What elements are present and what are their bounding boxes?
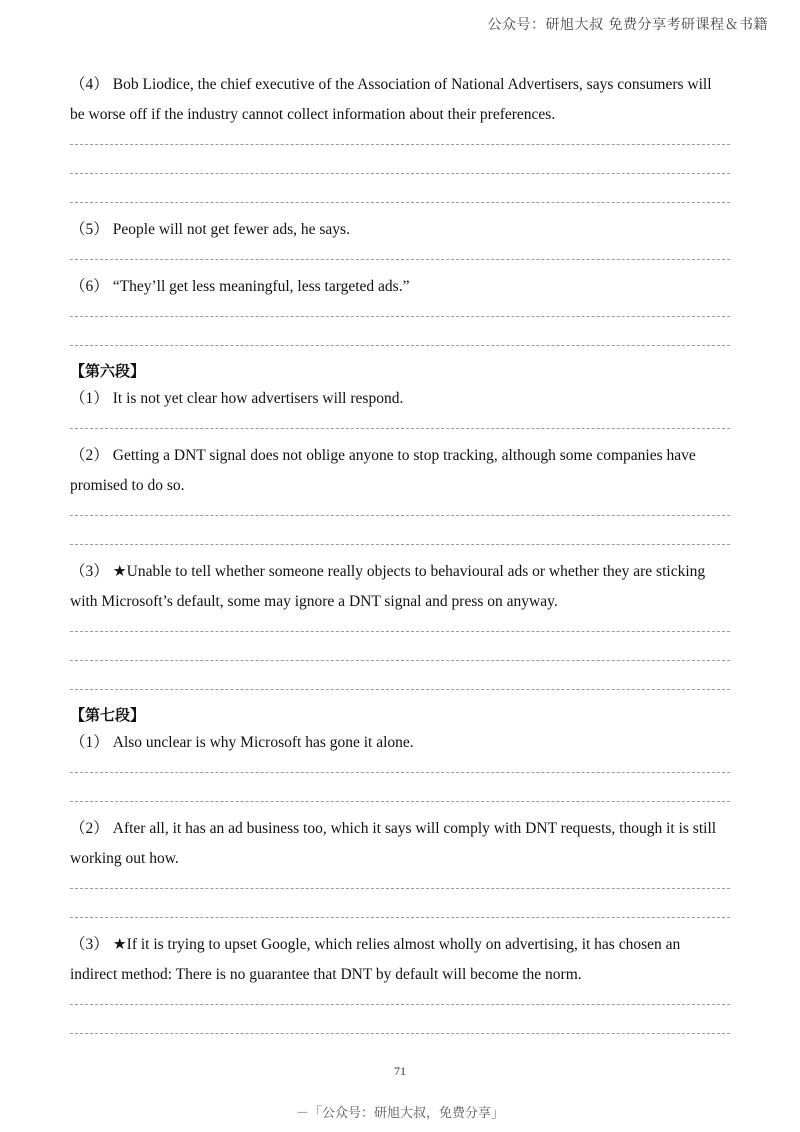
dashed-line — [70, 515, 730, 516]
answer-lines — [70, 501, 730, 545]
answer-lines — [70, 414, 730, 429]
dashed-line — [70, 801, 730, 802]
sentence-text: Also unclear is why Microsoft has gone it alone. — [112, 734, 414, 751]
dashed-line — [70, 544, 730, 545]
answer-lines — [70, 874, 730, 918]
dashed-line — [70, 1004, 730, 1005]
sentence-text: ★If it is trying to upset Google, which relies almost wholly on advertising, it has chosen an indirect method: There is no guarantee that DNT by default will become the norm. — [70, 936, 681, 983]
sentence-number: （2） — [70, 820, 109, 837]
dashed-line — [70, 660, 730, 661]
answer-lines — [70, 245, 730, 260]
dashed-line — [70, 428, 730, 429]
section-heading: 【第六段】 — [70, 362, 146, 380]
answer-lines — [70, 130, 730, 203]
page-number: 71 — [394, 1064, 406, 1078]
sentence-number: （5） — [70, 221, 109, 238]
dashed-line — [70, 202, 730, 203]
sentence-number: （2） — [70, 447, 109, 464]
page-footer: －「公众号：研旭大叔，免费分享」 — [295, 1106, 504, 1121]
sentence-number: （3） — [70, 563, 109, 580]
paragraph-sentence — [70, 384, 730, 414]
document-body — [70, 70, 730, 1046]
answer-lines — [70, 990, 730, 1034]
sentence-text: “They’ll get less meaningful, less targeted ads.” — [112, 278, 410, 295]
answer-lines — [70, 617, 730, 690]
sentence-text: People will not get fewer ads, he says. — [112, 221, 350, 238]
sentence-number: （1） — [70, 734, 109, 751]
dashed-line — [70, 1033, 730, 1034]
dashed-line — [70, 689, 730, 690]
sentence-text: Getting a DNT signal does not oblige anyone to stop tracking, although some companies have promised to do so. — [70, 447, 696, 494]
sentence-number: （6） — [70, 278, 109, 295]
dashed-line — [70, 173, 730, 174]
dashed-line — [70, 144, 730, 145]
paragraph-sentence — [70, 70, 730, 130]
answer-lines — [70, 758, 730, 802]
page-header: 公众号：研旭大叔 免费分享考研课程＆书籍 — [487, 17, 768, 33]
dashed-line — [70, 631, 730, 632]
sentence-number: （3） — [70, 936, 109, 953]
paragraph-sentence — [70, 814, 730, 874]
answer-lines — [70, 302, 730, 346]
sentence-text: After all, it has an ad business too, which it says will comply with DNT requests, though it is still working out how. — [70, 820, 717, 867]
sentence-text: It is not yet clear how advertisers will respond. — [112, 390, 404, 407]
sentence-number: （1） — [70, 390, 109, 407]
sentence-text: ★Unable to tell whether someone really objects to behavioural ads or whether they are sticking with Microsoft’s default, some may ignore a DNT signal and press on anyway. — [70, 563, 706, 610]
section-heading: 【第七段】 — [70, 706, 146, 724]
paragraph-sentence — [70, 441, 730, 501]
paragraph-sentence — [70, 215, 730, 245]
sentence-text: Bob Liodice, the chief executive of the Association of National Advertisers, says consumers will be worse off if the industry cannot collect information about their preferences. — [70, 76, 712, 123]
dashed-line — [70, 345, 730, 346]
sentence-number: （4） — [70, 76, 109, 93]
dashed-line — [70, 316, 730, 317]
dashed-line — [70, 888, 730, 889]
paragraph-sentence — [70, 272, 730, 302]
paragraph-sentence — [70, 930, 730, 990]
paragraph-sentence — [70, 557, 730, 617]
dashed-line — [70, 259, 730, 260]
paragraph-sentence — [70, 728, 730, 758]
dashed-line — [70, 917, 730, 918]
dashed-line — [70, 772, 730, 773]
